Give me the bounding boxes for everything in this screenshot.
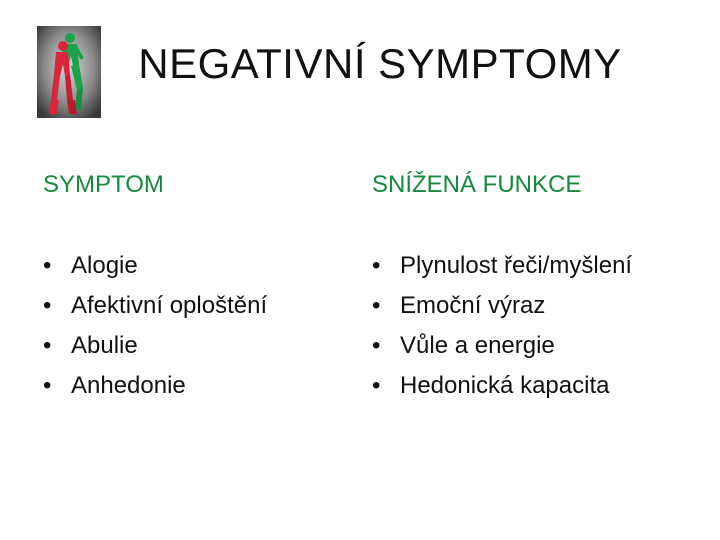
- bullet-icon: •: [43, 252, 52, 279]
- bullet-icon: •: [43, 332, 52, 359]
- bullet-icon: •: [43, 372, 52, 399]
- list-item-label: Emoční výraz: [400, 292, 546, 319]
- reduced-function-list: [372, 246, 632, 406]
- list-item-label: Plynulost řeči/myšlení: [400, 252, 633, 279]
- bullet-icon: •: [372, 292, 381, 319]
- symptom-column: [43, 170, 267, 406]
- list-item: [372, 366, 632, 406]
- reduced-function-column: [372, 170, 632, 406]
- list-item-label: Hedonická kapacita: [400, 372, 610, 399]
- list-item: [43, 286, 267, 326]
- bullet-icon: •: [372, 332, 381, 359]
- list-item-label: Alogie: [71, 252, 138, 279]
- list-item-label: Abulie: [71, 332, 138, 359]
- symptom-column-header: SYMPTOM: [43, 171, 164, 198]
- list-item: [372, 286, 632, 326]
- bullet-icon: •: [372, 372, 381, 399]
- reduced-function-column-header: SNÍŽENÁ FUNKCE: [372, 171, 582, 198]
- list-item: [43, 366, 267, 406]
- symptom-list: [43, 246, 267, 406]
- list-item: [43, 246, 267, 286]
- list-item: [43, 326, 267, 366]
- list-item-label: Vůle a energie: [400, 332, 555, 359]
- bullet-icon: •: [43, 292, 52, 319]
- list-item: [372, 246, 632, 286]
- page-title: NEGATIVNÍ SYMPTOMY: [138, 40, 622, 87]
- list-item-label: Afektivní oploštění: [71, 292, 268, 319]
- list-item: [372, 326, 632, 366]
- list-item-label: Anhedonie: [71, 372, 186, 399]
- bullet-icon: •: [372, 252, 381, 279]
